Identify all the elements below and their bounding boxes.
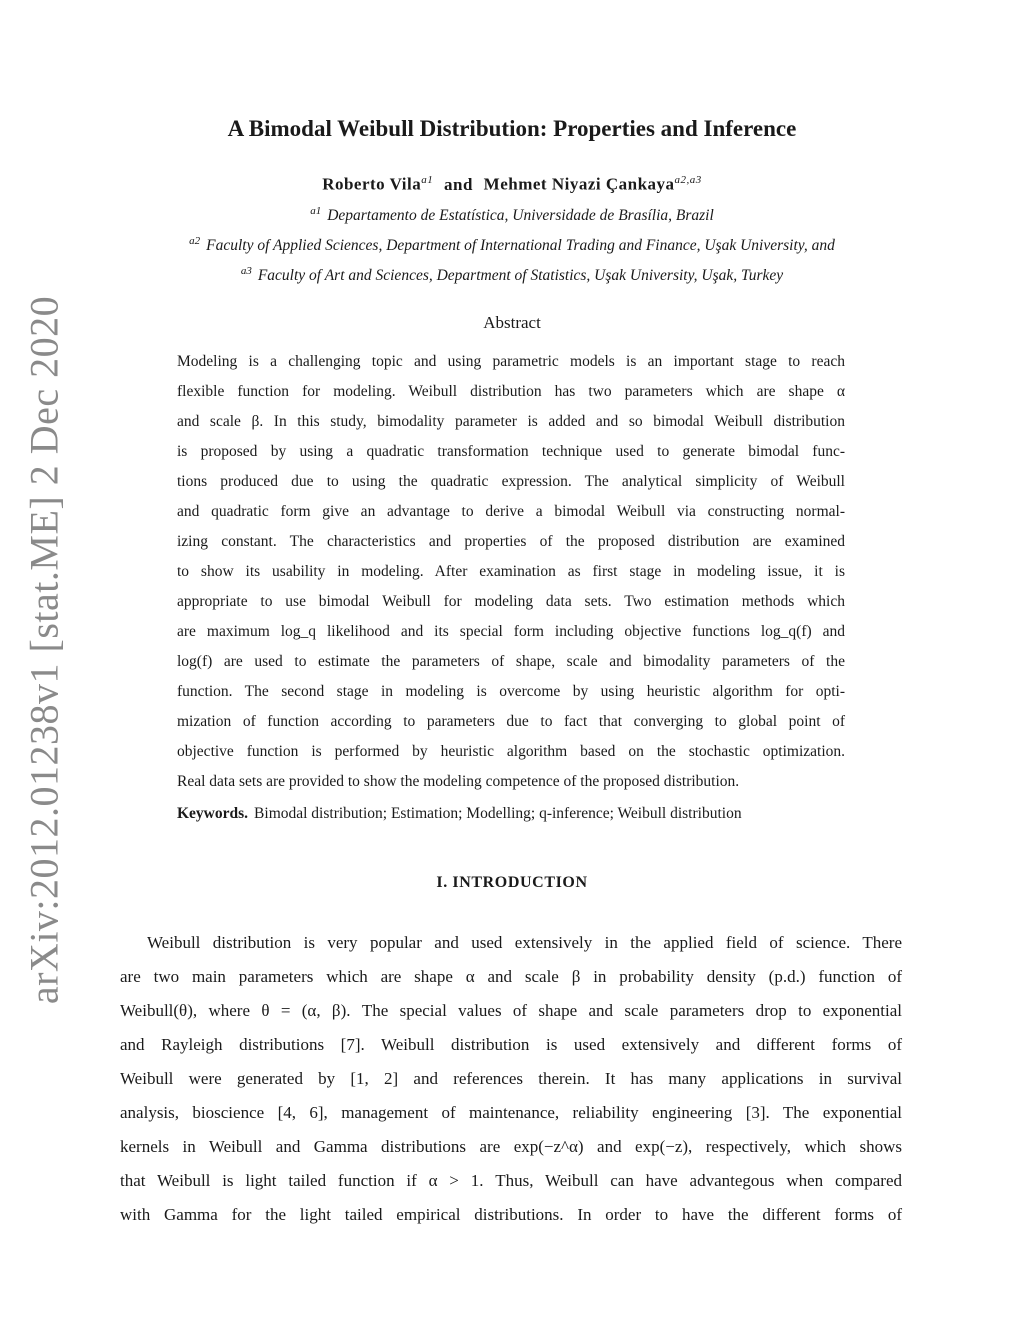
affiliation-3 <box>0 265 1024 285</box>
body-line: are two main parameters which are shape α and scale β in probability density (p.d.) function of <box>120 967 902 986</box>
affiliation-1-text: Departamento de Estatística, Universidade de Brasília, Brazil <box>327 207 714 225</box>
affiliation-1-sup: a1 <box>310 205 322 217</box>
body-line: Weibull were generated by [1, 2] and references therein. It has many applications in survival <box>120 1069 902 1088</box>
abstract-line: and scale β. In this study, bimodality parameter is added and so bimodal Weibull distribution <box>177 413 845 430</box>
paper-title: A Bimodal Weibull Distribution: Properties and Inference <box>227 116 797 141</box>
body-line: that Weibull is light tailed function if α > 1. Thus, Weibull can have advantegous when compared <box>120 1171 902 1190</box>
abstract-body <box>177 347 845 797</box>
abstract-line: are maximum log_q likelihood and its special form including objective functions log_q(f) and <box>177 623 845 640</box>
arxiv-identifier: arXiv:2012.01238v1 [stat.ME] 2 Dec 2020 <box>21 295 67 1005</box>
keywords-text: Bimodal distribution; Estimation; Modelling; q-inference; Weibull distribution <box>254 805 742 822</box>
abstract-line: and quadratic form give an advantage to derive a bimodal Weibull via constructing normal- <box>177 503 845 520</box>
abstract-line: function. The second stage in modeling is overcome by using heuristic algorithm for opti- <box>177 683 845 700</box>
affiliation-1 <box>0 205 1024 225</box>
abstract-heading: Abstract <box>483 313 541 332</box>
affiliation-2-sup: a2 <box>189 235 201 247</box>
abstract-line: izing constant. The characteristics and properties of the proposed distribution are examined <box>177 533 845 550</box>
abstract-line: Real data sets are provided to show the modeling competence of the proposed distribution. <box>177 773 740 790</box>
affiliation-3-text: Faculty of Art and Sciences, Department of Statistics, Uşak University, Uşak, Turkey <box>257 267 784 285</box>
introduction-body <box>120 926 902 1232</box>
abstract-line: Modeling is a challenging topic and using parametric models is an important stage to reach <box>177 353 845 370</box>
arxiv-side-stamp <box>4 295 84 1005</box>
body-line: with Gamma for the light tailed empirical distributions. In order to have the different forms of <box>120 1205 902 1224</box>
affiliation-2-text: Faculty of Applied Sciences, Department of International Trading and Finance, Uşak University, and <box>206 237 835 255</box>
author-connector: and <box>443 174 473 194</box>
abstract-line: is proposed by using a quadratic transformation technique used to generate bimodal func- <box>177 443 845 460</box>
body-line: and Rayleigh distributions [7]. Weibull distribution is used extensively and different forms of <box>120 1035 902 1054</box>
abstract-line: objective function is performed by heuristic algorithm based on the stochastic optimization. <box>177 743 845 760</box>
author-line <box>0 174 1024 195</box>
keywords-label: Keywords. <box>177 805 249 822</box>
abstract-line: mization of function according to parameters due to fact that converging to global point of <box>177 713 845 730</box>
abstract-line: log(f) are used to estimate the parameters of shape, scale and bimodality parameters of the <box>177 653 845 670</box>
abstract-line: to show its usability in modeling. After examination as first stage in modeling issue, it is <box>177 563 845 580</box>
affiliation-3-sup: a3 <box>240 265 252 277</box>
body-line: analysis, bioscience [4, 6], management of maintenance, reliability engineering [3]. The exponential <box>120 1103 902 1122</box>
body-line: Weibull distribution is very popular and used extensively in the applied field of science. There <box>147 933 902 952</box>
author-1-name: Roberto Vila <box>322 174 422 194</box>
body-line: Weibull(θ), where θ = (α, β). The special values of shape and scale parameters drop to exponential <box>120 1001 902 1020</box>
author-2-name: Mehmet Niyazi Çankaya <box>483 174 675 194</box>
abstract-line: appropriate to use bimodal Weibull for modeling data sets. Two estimation methods which <box>177 593 845 610</box>
affiliation-2 <box>0 235 1024 255</box>
keywords <box>177 805 845 823</box>
abstract-line: flexible function for modeling. Weibull distribution has two parameters which are shape α <box>177 383 845 400</box>
author-2-sup: a2,a3 <box>674 174 702 186</box>
section-heading-introduction: I. INTRODUCTION <box>436 874 588 891</box>
body-line: kernels in Weibull and Gamma distributions are exp(−z^α) and exp(−z), respectively, which shows <box>120 1137 902 1156</box>
abstract-line: tions produced due to using the quadratic expression. The analytical simplicity of Weibull <box>177 473 845 490</box>
author-1-sup: a1 <box>421 174 434 186</box>
